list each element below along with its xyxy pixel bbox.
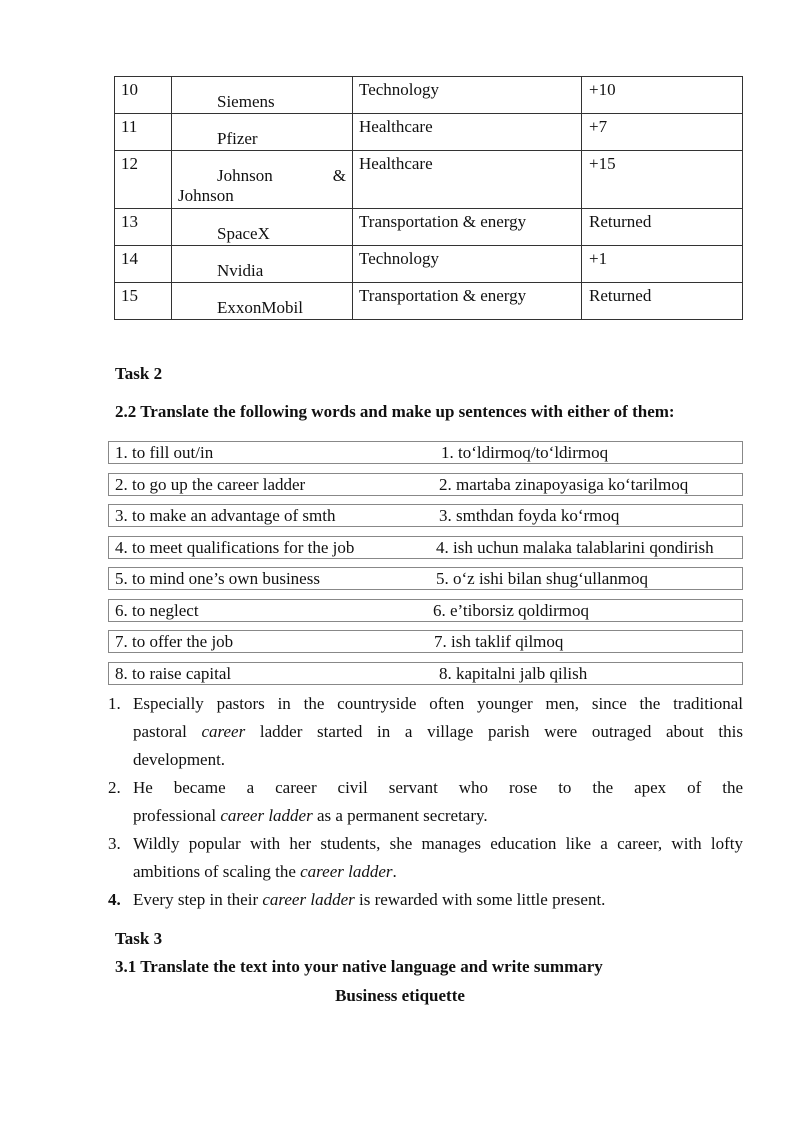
vocab-uzbek: 2. martaba zinapoyasiga ko‘tarilmoq: [439, 474, 689, 494]
sector-cell: Transportation & energy: [353, 283, 582, 320]
sentence-item: [108, 886, 743, 914]
change-cell: +10: [582, 77, 743, 114]
sector-cell: Transportation & energy: [353, 209, 582, 246]
vocab-row: [108, 536, 743, 559]
company-cell: Pfizer: [217, 129, 258, 148]
vocab-english: 7. to offer the job: [115, 632, 234, 651]
vocab-english: 6. to neglect: [115, 600, 199, 620]
sentence-line: He became a career civil servant who rose to the apex of the: [133, 778, 743, 797]
sentence-line: pastoral career ladder started in a village parish were outraged about this: [133, 722, 743, 741]
vocab-row: [108, 567, 743, 590]
sentence-line: ambitions of scaling the career ladder.: [133, 862, 397, 881]
vocab-list: [108, 441, 743, 693]
vocab-uzbek: 3. smthdan foyda ko‘rmoq: [439, 506, 620, 525]
table-row: [115, 283, 743, 320]
rank-cell: 10: [115, 77, 172, 114]
vocab-row: [108, 473, 743, 496]
vocab-uzbek: 7. ish taklif qilmoq: [434, 632, 564, 651]
vocab-uzbek: 1. to‘ldirmoq/to‘ldirmoq: [441, 443, 609, 462]
rank-cell: 14: [115, 246, 172, 283]
vocab-uzbek: 8. kapitalni jalb qilish: [439, 663, 588, 683]
task3-instruction: 3.1 Translate the text into your native language and write summary: [115, 957, 603, 976]
task3-title: Task 3: [115, 929, 163, 948]
vocab-uzbek: 6. e’tiborsiz qoldirmoq: [433, 600, 589, 620]
sector-cell: Healthcare: [353, 151, 582, 209]
rank-cell: 15: [115, 283, 172, 320]
change-cell: +7: [582, 114, 743, 151]
table-row: [115, 77, 743, 114]
sentence-number: 3.: [108, 834, 121, 853]
vocab-english: 1. to fill out/in: [115, 443, 214, 462]
vocab-uzbek: 4. ish uchun malaka talablarini qondirish: [436, 537, 714, 557]
vocab-english: 3. to make an advantage of smth: [115, 506, 336, 525]
sentence-number: 4.: [108, 890, 121, 909]
change-cell: +15: [582, 151, 743, 209]
sector-cell: Technology: [353, 246, 582, 283]
vocab-row: [108, 441, 743, 464]
vocab-uzbek: 5. o‘z ishi bilan shug‘ullanmoq: [436, 569, 649, 588]
sentence-number: 2.: [108, 778, 121, 797]
sector-cell: Technology: [353, 77, 582, 114]
table-row: [115, 246, 743, 283]
company-cell: Siemens: [217, 92, 275, 111]
sentence-line: development.: [133, 750, 226, 769]
vocab-row: [108, 630, 743, 653]
table-row: [115, 114, 743, 151]
company-cell: ExxonMobil: [217, 298, 303, 317]
change-cell: +1: [582, 246, 743, 283]
sentence-item: [108, 774, 743, 830]
sentence-number: 1.: [108, 694, 121, 713]
company-table: [114, 76, 743, 320]
company-cell: Johnson & Johnson: [172, 151, 353, 209]
vocab-english: 4. to meet qualifications for the job: [115, 537, 355, 557]
text-title: Business etiquette: [335, 986, 465, 1005]
table-row: [115, 151, 743, 209]
vocab-english: 8. to raise capital: [115, 663, 232, 683]
company-cell: SpaceX: [217, 224, 270, 243]
sentence-item: [108, 830, 743, 886]
rank-cell: 11: [115, 114, 172, 151]
change-cell: Returned: [582, 283, 743, 320]
vocab-row: [108, 504, 743, 527]
vocab-english: 2. to go up the career ladder: [115, 474, 306, 494]
table-row: [115, 209, 743, 246]
change-cell: Returned: [582, 209, 743, 246]
company-cell: Nvidia: [217, 261, 264, 280]
vocab-row: [108, 662, 743, 685]
task2-title: Task 2: [115, 364, 163, 383]
example-sentences: [108, 690, 743, 914]
rank-cell: 13: [115, 209, 172, 246]
task2-instruction: 2.2 Translate the following words and make up sentences with either of them:: [115, 402, 675, 421]
sentence-line: professional career ladder as a permanent secretary.: [133, 806, 488, 825]
sentence-item: [108, 690, 743, 774]
sentence-line: Every step in their career ladder is rewarded with some little present.: [133, 890, 606, 909]
sentence-line: Especially pastors in the countryside often younger men, since the traditional: [133, 694, 743, 713]
rank-cell: 12: [115, 151, 172, 209]
vocab-row: [108, 599, 743, 622]
sentence-line: Wildly popular with her students, she manages education like a career, with lofty: [133, 834, 743, 853]
vocab-english: 5. to mind one’s own business: [115, 569, 320, 588]
sector-cell: Healthcare: [353, 114, 582, 151]
